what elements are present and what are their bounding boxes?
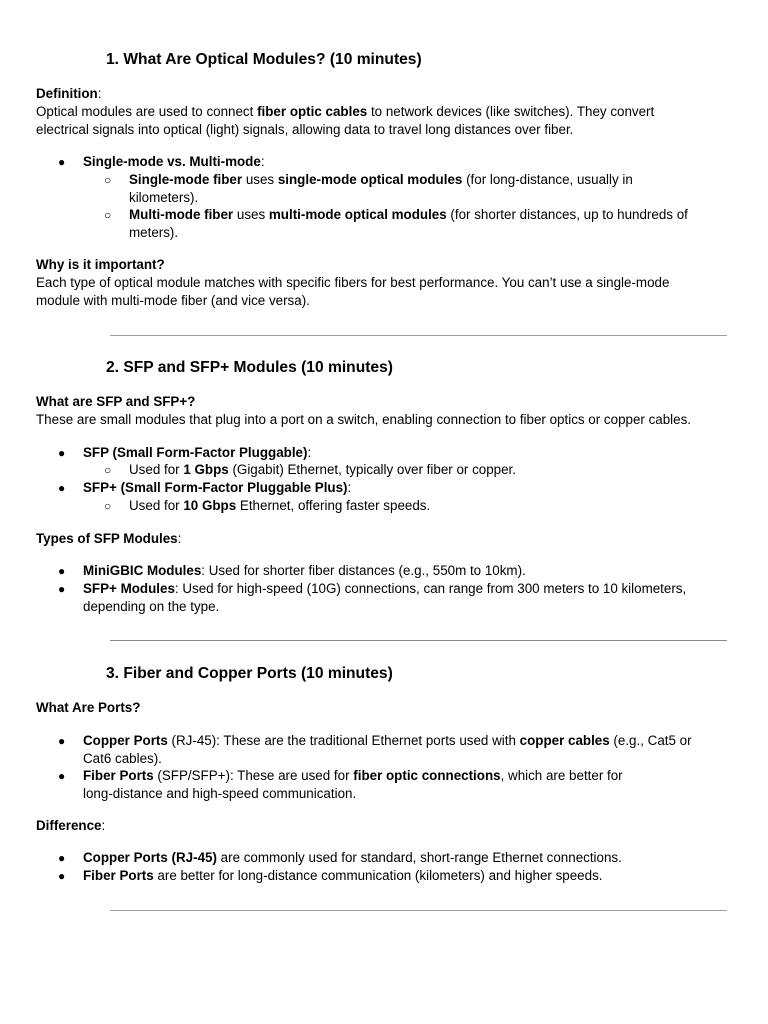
why-important-text: Each type of optical module matches with specific fibers for best performance. You can’t use a single-mode xyxy=(36,275,670,290)
list-item-sfp-plus-modules: SFP+ Modules: Used for high-speed (10G) connections, can range from 300 meters to 10 kilometers, xyxy=(83,581,687,596)
bullet-icon: ● xyxy=(58,769,66,783)
bullet-icon: ● xyxy=(58,155,66,169)
why-important-label: Why is it important? xyxy=(36,257,165,272)
section-divider xyxy=(110,640,727,641)
sub-bullet-icon: ○ xyxy=(104,208,112,222)
list-item-fiber-ports: Fiber Ports (SFP/SFP+): These are used for fiber optic connections, which are better for xyxy=(83,768,623,783)
bullet-icon: ● xyxy=(58,851,66,865)
bullet-icon: ● xyxy=(58,734,66,748)
list-item-copper-ports-cont: Cat6 cables). xyxy=(83,751,162,766)
section-1-heading: 1. What Are Optical Modules? (10 minutes) xyxy=(106,51,422,68)
bullet-icon: ● xyxy=(58,481,66,495)
list-item-minigbic: MiniGBIC Modules: Used for shorter fiber distances (e.g., 550m to 10km). xyxy=(83,563,526,578)
sub-list-item-single-mode-cont: kilometers). xyxy=(129,190,199,205)
bullet-icon: ● xyxy=(58,446,66,460)
difference-label: Difference: xyxy=(36,818,106,833)
sub-bullet-icon: ○ xyxy=(104,173,112,187)
list-item-copper-diff: Copper Ports (RJ-45) are commonly used for standard, short-range Ethernet connections. xyxy=(83,850,622,865)
bullet-icon: ● xyxy=(58,582,66,596)
section-3-heading: 3. Fiber and Copper Ports (10 minutes) xyxy=(106,665,393,682)
sub-list-item-sfp-speed: Used for 1 Gbps (Gigabit) Ethernet, typically over fiber or copper. xyxy=(129,462,517,477)
definition-label: Definition: xyxy=(36,86,102,101)
list-item-fiber-ports-cont: long-distance and high-speed communication. xyxy=(83,786,357,801)
list-item-sfp: SFP (Small Form-Factor Pluggable): xyxy=(83,445,312,460)
sub-list-item-multi-mode: Multi-mode fiber uses multi-mode optical modules (for shorter distances, up to hundreds of xyxy=(129,207,688,222)
list-item-sfp-plus-modules-cont: depending on the type. xyxy=(83,599,220,614)
section-divider xyxy=(110,335,727,336)
sub-list-item-single-mode: Single-mode fiber uses single-mode optical modules (for long-distance, usually in xyxy=(129,172,633,187)
list-item-sfp-plus: SFP+ (Small Form-Factor Pluggable Plus): xyxy=(83,480,352,495)
why-important-text-cont: module with multi-mode fiber (and vice versa). xyxy=(36,293,310,308)
list-item-copper-ports: Copper Ports (RJ-45): These are the traditional Ethernet ports used with copper cables (e.g., Cat5 or xyxy=(83,733,692,748)
what-are-ports-label: What Are Ports? xyxy=(36,700,141,715)
types-of-sfp-label: Types of SFP Modules: xyxy=(36,531,182,546)
what-are-sfp-text: These are small modules that plug into a port on a switch, enabling connection to fiber optics or copper cables. xyxy=(36,412,692,427)
definition-text: Optical modules are used to connect fiber optic cables to network devices (like switches). They convert xyxy=(36,104,655,119)
bullet-icon: ● xyxy=(58,564,66,578)
section-2-heading: 2. SFP and SFP+ Modules (10 minutes) xyxy=(106,359,393,376)
sub-bullet-icon: ○ xyxy=(104,463,112,477)
section-divider xyxy=(110,910,727,911)
list-item-mode: Single-mode vs. Multi-mode: xyxy=(83,154,265,169)
sub-list-item-sfp-plus-speed: Used for 10 Gbps Ethernet, offering faster speeds. xyxy=(129,498,431,513)
sub-list-item-multi-mode-cont: meters). xyxy=(129,225,179,240)
what-are-sfp-label: What are SFP and SFP+? xyxy=(36,394,196,409)
definition-text-cont: electrical signals into optical (light) signals, allowing data to travel long distances over fiber. xyxy=(36,122,574,137)
sub-bullet-icon: ○ xyxy=(104,499,112,513)
list-item-fiber-diff: Fiber Ports are better for long-distance communication (kilometers) and higher speeds. xyxy=(83,868,603,883)
bullet-icon: ● xyxy=(58,869,66,883)
